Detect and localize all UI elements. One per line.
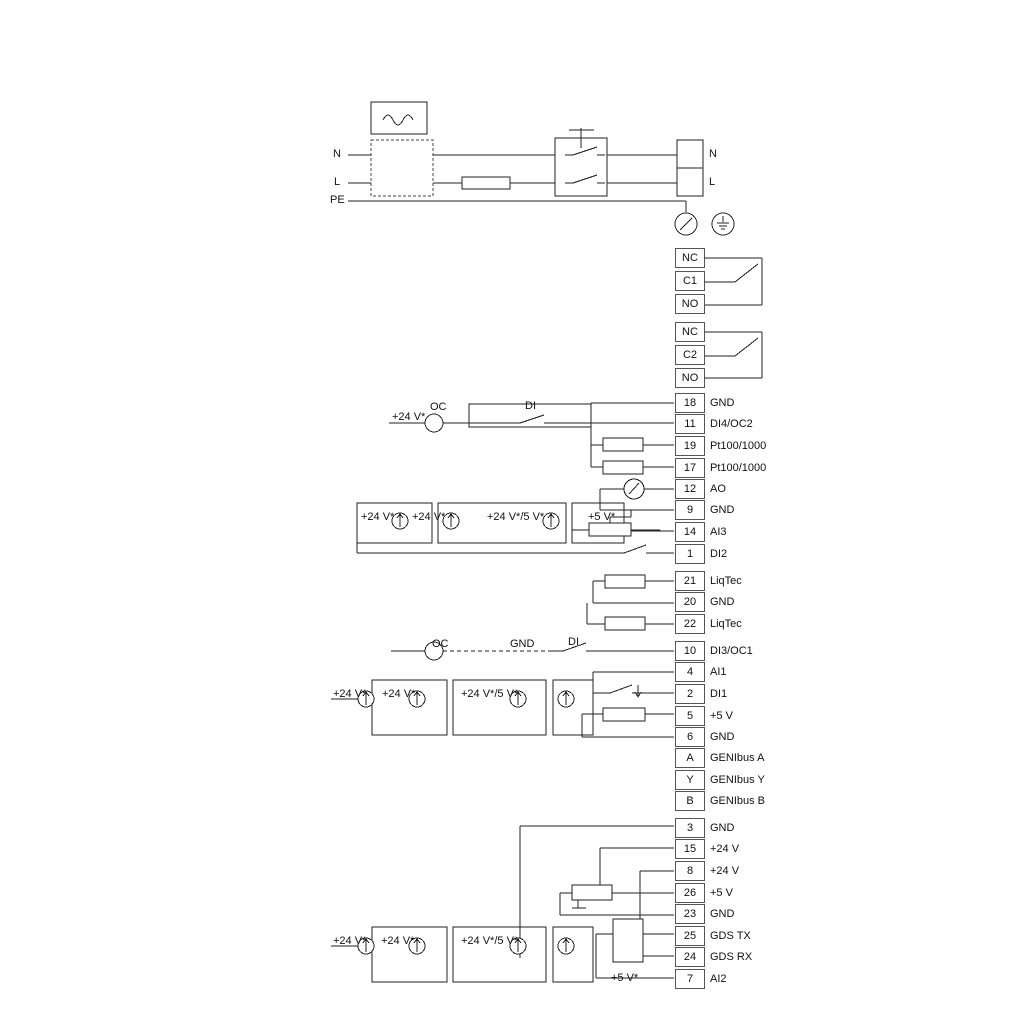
annotation-oc-2: OC — [432, 638, 449, 650]
terminal-number-3[interactable]: 3 — [675, 818, 705, 838]
annotation-gnd-mid: GND — [510, 638, 535, 650]
relay1-terminal-c1[interactable]: C1 — [675, 271, 705, 291]
annotation-v24-f: +24 V* — [382, 688, 416, 700]
terminal-number-26[interactable]: 26 — [675, 883, 705, 903]
terminal-number-B[interactable]: B — [675, 791, 705, 811]
terminal-number-21[interactable]: 21 — [675, 571, 705, 591]
terminal-label-23: GND — [710, 908, 735, 920]
annotation-v5-a: +5 V* — [588, 511, 616, 523]
mains-out-label-n: N — [709, 148, 717, 160]
terminal-label-A: GENIbus A — [710, 752, 765, 764]
terminal-label-B: GENIbus B — [710, 795, 766, 807]
terminal-label-7: AI2 — [710, 973, 727, 985]
terminal-label-15: +24 V — [710, 843, 740, 855]
terminal-number-14[interactable]: 14 — [675, 522, 705, 542]
terminal-number-23[interactable]: 23 — [675, 904, 705, 924]
annotation-v24-c: +24 V* — [412, 511, 446, 523]
terminal-label-1: DI2 — [710, 548, 728, 560]
mains-out-label-l: L — [709, 176, 716, 188]
terminal-number-10[interactable]: 10 — [675, 641, 705, 661]
terminal-label-6: GND — [710, 731, 735, 743]
terminal-label-3: GND — [710, 822, 735, 834]
relay1-terminal-nc[interactable]: NC — [675, 248, 705, 268]
terminal-number-25[interactable]: 25 — [675, 926, 705, 946]
terminal-label-4: AI1 — [710, 666, 727, 678]
mains-label-l: L — [334, 176, 341, 188]
annotation-v24-g: +24 V*/5 V* — [461, 688, 519, 700]
annotation-v24-i: +24 V* — [381, 935, 415, 947]
terminal-number-22[interactable]: 22 — [675, 614, 705, 634]
terminal-number-20[interactable]: 20 — [675, 592, 705, 612]
terminal-number-2[interactable]: 2 — [675, 684, 705, 704]
terminal-number-24[interactable]: 24 — [675, 947, 705, 967]
terminal-number-6[interactable]: 6 — [675, 727, 705, 747]
terminal-number-4[interactable]: 4 — [675, 662, 705, 682]
terminal-label-21: LiqTec — [710, 575, 742, 587]
annotation-di-2: DI — [568, 636, 579, 648]
terminal-number-7[interactable]: 7 — [675, 969, 705, 989]
annotation-v24-e: +24 V* — [333, 688, 367, 700]
terminal-label-12: AO — [710, 483, 726, 495]
terminal-number-5[interactable]: 5 — [675, 706, 705, 726]
relay1-terminal-no[interactable]: NO — [675, 294, 705, 314]
terminal-label-14: AI3 — [710, 526, 727, 538]
terminal-label-19: Pt100/1000 — [710, 440, 767, 452]
annotation-v24-d: +24 V*/5 V* — [487, 511, 545, 523]
terminal-number-A[interactable]: A — [675, 748, 705, 768]
terminal-number-Y[interactable]: Y — [675, 770, 705, 790]
annotation-v24-j: +24 V*/5 V* — [461, 935, 519, 947]
annotation-v24-h: +24 V* — [333, 935, 367, 947]
mains-label-n: N — [333, 148, 341, 160]
terminal-number-1[interactable]: 1 — [675, 544, 705, 564]
terminal-label-18: GND — [710, 397, 735, 409]
annotation-oc-1: OC — [430, 401, 447, 413]
terminal-label-26: +5 V — [710, 887, 733, 899]
terminal-label-11: DI4/OC2 — [710, 418, 753, 430]
annotation-v5-b: +5 V* — [611, 972, 639, 984]
mains-label-pe: PE — [330, 194, 345, 206]
terminal-number-8[interactable]: 8 — [675, 861, 705, 881]
terminal-label-5: +5 V — [710, 710, 733, 722]
terminal-label-20: GND — [710, 596, 735, 608]
relay2-terminal-no[interactable]: NO — [675, 368, 705, 388]
terminal-label-2: DI1 — [710, 688, 728, 700]
terminal-number-9[interactable]: 9 — [675, 500, 705, 520]
terminal-label-22: LiqTec — [710, 618, 742, 630]
terminal-label-25: GDS TX — [710, 930, 751, 942]
annotation-di-1: DI — [525, 400, 536, 412]
annotation-v24-a: +24 V* — [392, 411, 426, 423]
terminal-number-15[interactable]: 15 — [675, 839, 705, 859]
annotation-v24-b: +24 V* — [361, 511, 395, 523]
terminal-number-11[interactable]: 11 — [675, 414, 705, 434]
terminal-number-18[interactable]: 18 — [675, 393, 705, 413]
terminal-label-10: DI3/OC1 — [710, 645, 753, 657]
terminal-number-17[interactable]: 17 — [675, 458, 705, 478]
terminal-number-12[interactable]: 12 — [675, 479, 705, 499]
terminal-label-17: Pt100/1000 — [710, 462, 767, 474]
terminal-label-9: GND — [710, 504, 735, 516]
terminal-label-8: +24 V — [710, 865, 740, 877]
relay2-terminal-nc[interactable]: NC — [675, 322, 705, 342]
terminal-label-Y: GENIbus Y — [710, 774, 765, 786]
relay2-terminal-c2[interactable]: C2 — [675, 345, 705, 365]
terminal-label-24: GDS RX — [710, 951, 753, 963]
terminal-number-19[interactable]: 19 — [675, 436, 705, 456]
